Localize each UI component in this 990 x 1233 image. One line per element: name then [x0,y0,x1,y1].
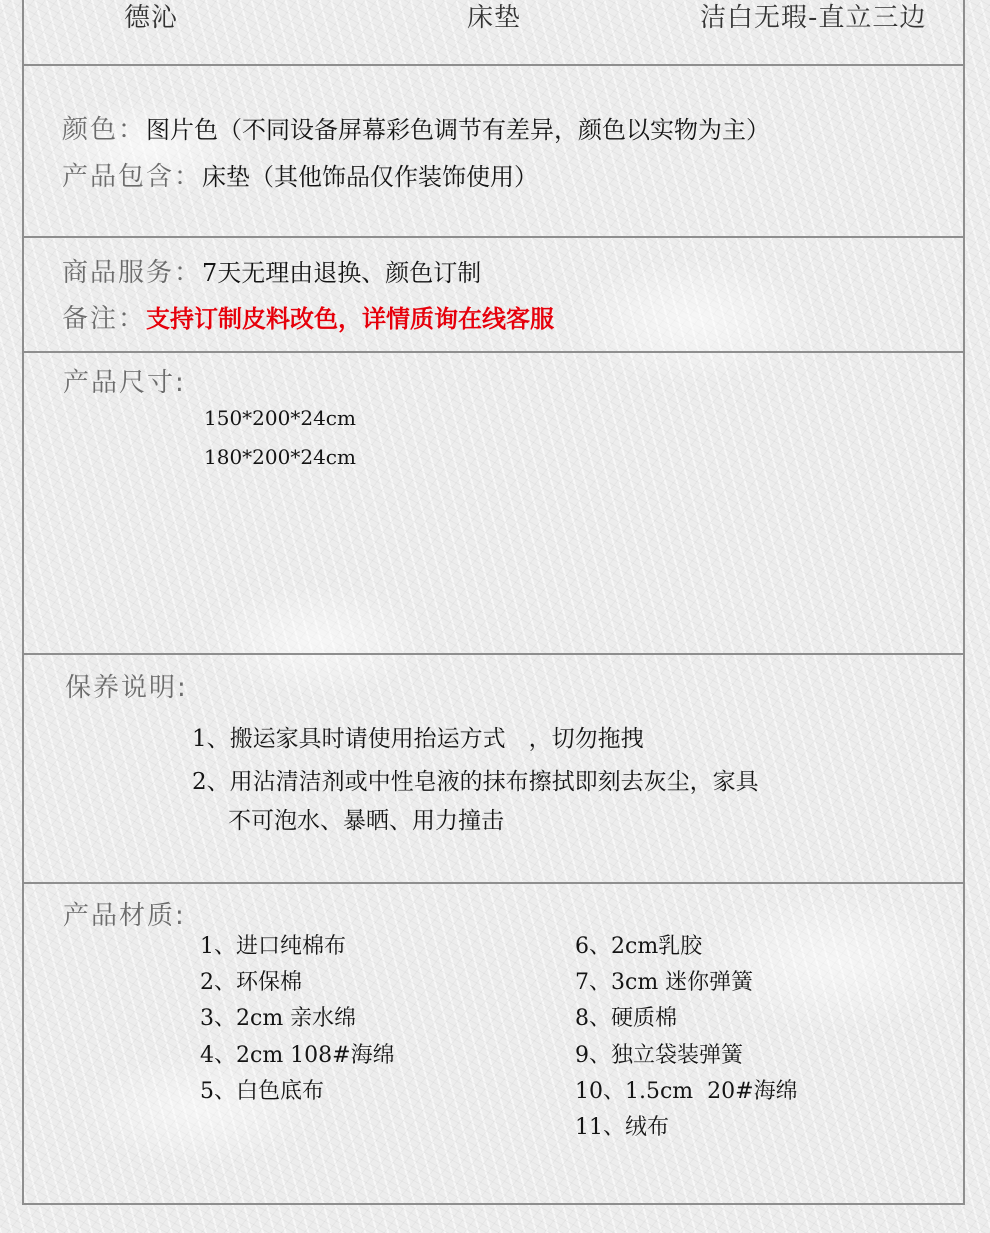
color-value: 图片色（不同设备屏幕彩色调节有差异，颜色以实物为主） [146,116,771,144]
material-item: 9、独立袋装弹簧 [575,1042,743,1068]
material-item: 6、2cm乳胶 [575,934,703,959]
contents-label: 产品包含： [62,162,203,192]
material-item: 1、进口纯棉布 [200,934,346,959]
material-item: 8、硬质棉 [575,1006,677,1032]
service-label: 商品服务： [62,258,203,288]
care-row [22,655,965,884]
care-item-2: 2、用沾清洁剂或中性皂液的抹布擦拭即刻去灰尘，家具 [192,769,759,795]
material-label: 产品材质: [63,901,186,931]
material-item: 4、2cm 108#海绵 [200,1042,395,1068]
material-item: 5、白色底布 [200,1078,324,1104]
product-style-name: 洁白无瑕-直立三边 [700,3,927,33]
material-list-right [575,929,798,1146]
basic-info-row [22,66,965,238]
color-line [62,113,770,147]
material-row [22,884,965,1205]
size-row [22,353,965,655]
material-item: 11、绒布 [575,1115,669,1141]
product-category: 床垫 [467,3,522,33]
size-item: 150*200*24cm [204,406,356,430]
size-list [204,399,356,477]
care-item-1: 1、搬运家具时请使用抬运方式 ，切勿拖拽 [192,726,644,752]
header-row [22,0,965,66]
note-value: 支持订制皮料改色，详情质询在线客服 [146,304,555,333]
material-item: 2、环保棉 [200,970,302,996]
care-item-2-continued: 不可泡水、暴晒、用力撞击 [228,808,504,834]
size-label: 产品尺寸: [63,368,186,398]
service-value: 7天无理由退换、颜色订制 [202,259,482,287]
size-item: 180*200*24cm [204,445,356,469]
note-label: 备注： [62,304,147,334]
service-info-row [22,238,965,353]
brand-name: 德沁 [124,3,179,33]
material-list-left [200,929,395,1110]
contents-line [62,160,538,194]
material-item: 7、3cm 迷你弹簧 [575,970,754,996]
material-item: 10、1.5cm 20#海绵 [575,1078,798,1104]
care-label: 保养说明: [65,673,188,703]
service-line [62,256,481,290]
material-item: 3、2cm 亲水绵 [200,1006,357,1032]
contents-value: 床垫（其他饰品仅作装饰使用） [202,163,539,191]
note-line [62,302,554,336]
color-label: 颜色： [62,115,147,145]
